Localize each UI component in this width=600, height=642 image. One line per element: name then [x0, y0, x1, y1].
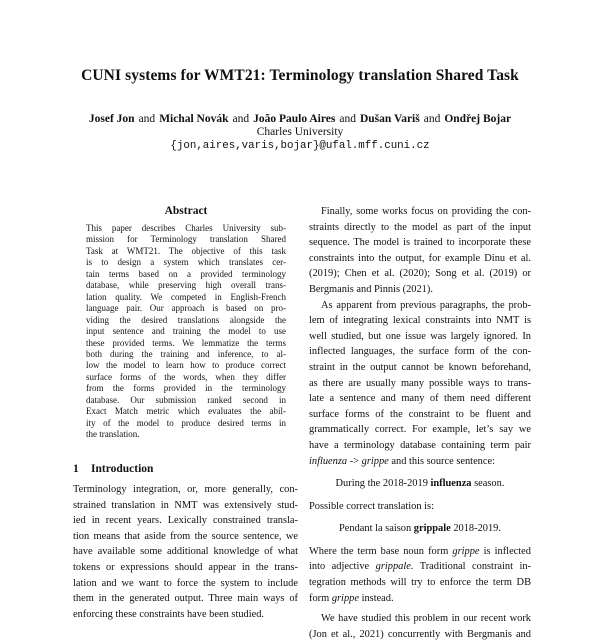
author-separator: and [423, 113, 441, 125]
abstract-line: the translation. [86, 429, 140, 440]
section-number: 1 [73, 463, 79, 475]
body-line: ied in recent years. Lexically constrained transla- [73, 515, 298, 527]
body-line: straints directly to the model as part of the input [309, 221, 531, 233]
body-line: sequence. The model is trained to incorporate these [309, 237, 531, 249]
abstract-line: input sentence and training the model to use [86, 326, 286, 337]
abstract-line: these provided terms. We lemmatize the terms [86, 337, 286, 348]
body-line: have a terminology database containing term pair [309, 439, 531, 451]
body-line: inflected languages, the surface form of the con- [309, 346, 531, 358]
body-line: As apparent from previous paragraphs, the prob- [321, 299, 531, 311]
section-title: Introduction [91, 463, 154, 475]
author-name: Dušan Variš [359, 113, 420, 125]
term-target: grippe [361, 455, 389, 467]
body-line: them in the generated output. Three main ways of [73, 593, 298, 605]
body-line: have available some additional knowledge of what [73, 546, 298, 558]
body-line [309, 454, 531, 470]
abstract-line: is to design a system which translates cer- [86, 257, 286, 268]
body-line: We have studied this problem in our recent work [321, 613, 531, 625]
text-run: into adjective [309, 561, 370, 573]
body-line: well studied, but one issue was largely ignored. In [309, 330, 531, 342]
paper-title: CUNI systems for WMT21: Terminology translation Shared Task [81, 67, 519, 84]
introduction-body [73, 482, 298, 622]
author-separator: and [138, 113, 156, 125]
body-line: enforcing these constraints have been studied. [73, 608, 265, 620]
text-run: instead. [361, 592, 394, 604]
body-line: tion means that aside from the source sentence, we [73, 530, 298, 542]
abstract-line: ity of the model to produce desired terms in [86, 417, 286, 428]
body-line [309, 591, 531, 607]
abstract-line: tain terms based on a provided terminology [86, 268, 286, 279]
abstract-heading: Abstract [164, 205, 208, 217]
abstract-line: surface forms of the words, when they differ [86, 371, 286, 382]
abstract-line: This paper describes Charles University sub- [86, 223, 286, 233]
abstract-line: language pair. Our approach is based on pro- [86, 303, 286, 314]
term-inline: grippe [331, 592, 359, 604]
abstract-body [86, 223, 286, 441]
abstract-line: database, while preserving high overall trans- [86, 280, 286, 291]
example-term: grippale [413, 523, 451, 535]
abstract-line: viding the desired translations alongside the [86, 314, 286, 325]
body-line: Possible correct translation is: [309, 500, 434, 512]
example-text: Pendant la saison [339, 523, 412, 535]
term-inline: grippe [452, 545, 480, 557]
body-line: grammatically correct. For example, let’s say we [309, 424, 531, 436]
abstract-line: low the model to learn how to produce correct [86, 360, 286, 371]
text-run: Where the term base noun form [309, 545, 449, 557]
term-arrow: -> [349, 455, 360, 467]
abstract-line: Task at WMT21. The objective of this task [86, 245, 286, 256]
body-line: straint in the output cannot be known beforehand, [309, 361, 531, 373]
term-source: influenza [309, 455, 348, 467]
abstract-line: database. Our submission ranked second in [86, 394, 286, 405]
term-rest: and this source sentence: [391, 455, 495, 467]
author-name: Josef Jon [88, 113, 135, 125]
abstract-line: mission for Terminology translation Shared [86, 234, 286, 245]
author-list [0, 112, 600, 126]
body-line: late a sentence and many of them need different [309, 393, 531, 405]
body-line: surface forms of the constraint to be fluent and [309, 408, 531, 420]
example-term: influenza [430, 478, 472, 490]
body-line: constraints into the output, for example Dinu et al. [309, 252, 531, 264]
affiliation: Charles University [256, 126, 344, 138]
abstract-line: lation quality. We competed in English-French [86, 291, 286, 302]
body-line: tokens or expressions should appear in the trans- [73, 561, 298, 573]
author-name: Michal Novák [159, 113, 229, 125]
author-name: Ondřej Bojar [444, 113, 512, 125]
author-separator: and [232, 113, 250, 125]
body-line: strained translation in NMT was extensively stud- [73, 499, 298, 511]
text-run: is inflected [483, 545, 531, 557]
section-heading-introduction [73, 463, 298, 475]
author-separator: and [339, 113, 356, 125]
term-inline: grippale. [375, 561, 414, 573]
body-line: (2019); Chen et al. (2020); Song et al. (2019) or [309, 268, 531, 280]
email-address: {jon,aires,varis,bojar}@ufal.mff.cuni.cz [170, 140, 430, 152]
example-text: season. [474, 478, 505, 490]
text-run: Traditional constraint in- [419, 561, 531, 573]
body-line: Terminology integration, or, more generally, con- [73, 484, 298, 495]
text-run: form [309, 592, 330, 604]
body-line: tegration methods will try to enforce the term DB [309, 577, 531, 589]
example-source-sentence [309, 476, 531, 492]
right-column-body [309, 204, 531, 642]
body-line: Bergmanis and Pinnis (2021). [309, 283, 433, 295]
abstract-line: from the forms provided in the terminology [86, 383, 286, 394]
example-text: 2018-2019. [453, 523, 501, 535]
abstract-line: Exact Match metric which evaluates the abil- [86, 406, 286, 417]
body-line: lation and we want to force the system to include [73, 577, 298, 589]
body-line: as there are usually many possible ways to trans- [309, 377, 531, 389]
body-line: Finally, some works focus on providing the con- [321, 206, 531, 217]
body-line: lem of integrating lexical constraints into NMT is [309, 315, 531, 327]
body-line: (Jon et al., 2021) concurrently with Bergmanis and [309, 628, 531, 640]
body-line [309, 544, 531, 560]
author-name: João Paulo Aires [253, 113, 336, 125]
example-translation [309, 521, 531, 537]
body-line [309, 559, 531, 575]
abstract-line: both during the training and inference, to al- [86, 348, 286, 359]
example-text: During the 2018-2019 [335, 478, 428, 490]
